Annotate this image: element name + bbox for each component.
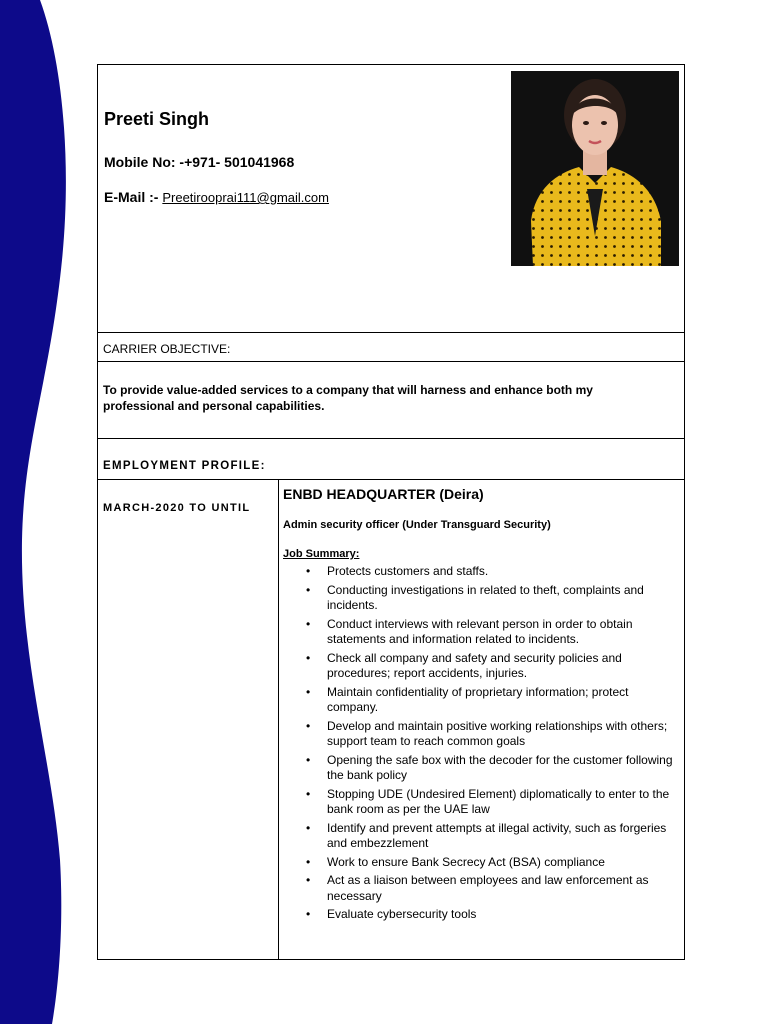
- bullet-icon: •: [306, 564, 311, 578]
- bullet-icon: •: [306, 718, 311, 733]
- bullet-icon: •: [306, 752, 311, 767]
- duty-text: Stopping UDE (Undesired Element) diplomatically to enter to the bank room as per the UAE law: [327, 786, 670, 816]
- bullet-icon: •: [306, 820, 311, 835]
- duty-text: Protects customers and staffs.: [327, 564, 489, 578]
- bullet-icon: •: [306, 650, 311, 665]
- email-row: [104, 189, 329, 205]
- bullet-icon: •: [306, 684, 311, 699]
- list-item: [283, 564, 678, 580]
- header-section: [98, 65, 684, 333]
- employment-heading: EMPLOYMENT PROFILE:: [103, 460, 266, 472]
- job-role: Admin security officer (Under Transguard Security): [283, 519, 551, 531]
- employment-period-cell: [98, 480, 279, 959]
- wave-shape: [0, 0, 66, 1024]
- job-summary-label: Job Summary:: [283, 548, 360, 560]
- email-link[interactable]: Preetirooprai111@gmail.com: [162, 190, 329, 205]
- bullet-icon: •: [306, 786, 311, 801]
- duty-text: Act as a liaison between employees and law enforcement as necessary: [327, 873, 649, 903]
- objective-body-row: [98, 362, 684, 439]
- duty-text: Opening the safe box with the decoder for the customer following the bank policy: [327, 752, 673, 782]
- decorative-wave: [0, 0, 90, 1024]
- candidate-name: Preeti Singh: [104, 109, 210, 129]
- duty-text: Develop and maintain positive working relationships with others; support team to reach common goals: [327, 718, 668, 748]
- objective-heading-row: [98, 333, 684, 362]
- list-item: [283, 583, 678, 614]
- duty-text: Work to ensure Bank Secrecy Act (BSA) compliance: [327, 854, 605, 869]
- email-label: E-Mail :-: [104, 189, 159, 205]
- bullet-icon: •: [306, 907, 311, 921]
- duty-text: Maintain confidentiality of proprietary information; protect company.: [327, 684, 629, 714]
- mobile-number: Mobile No: -+971- 501041968: [104, 154, 295, 170]
- list-item: [283, 651, 678, 682]
- bullet-icon: •: [306, 582, 311, 597]
- bullet-icon: •: [306, 616, 311, 631]
- duties-list: [283, 564, 678, 926]
- bullet-icon: •: [306, 854, 311, 869]
- duty-text: Conducting investigations in related to theft, complaints and incidents.: [327, 582, 644, 612]
- employment-body-row: [98, 480, 684, 959]
- list-item: [283, 873, 678, 904]
- duty-text: Identify and prevent attempts at illegal activity, such as forgeries and embezzlement: [327, 820, 667, 850]
- employment-heading-row: [98, 439, 684, 480]
- list-item: [283, 907, 678, 923]
- duty-text: Conduct interviews with relevant person in order to obtain statements and information related to incidents.: [327, 616, 633, 646]
- list-item: [283, 753, 678, 784]
- list-item: [283, 855, 678, 871]
- employment-period: MARCH-2020 TO UNTIL: [103, 502, 251, 514]
- list-item: [283, 821, 678, 852]
- profile-photo: [511, 71, 679, 266]
- objective-text: To provide value-added services to a company that will harness and enhance both my professional and personal capabilities.: [103, 383, 593, 413]
- list-item: [283, 685, 678, 716]
- list-item: [283, 719, 678, 750]
- profile-photo-art: [511, 71, 679, 266]
- duty-text: Evaluate cybersecurity tools: [327, 907, 477, 921]
- bullet-icon: •: [306, 873, 311, 887]
- company-name: ENBD HEADQUARTER (Deira): [283, 486, 484, 502]
- duty-text: Check all company and safety and security policies and procedures; report accidents, injuries.: [327, 650, 622, 680]
- resume-sheet: [97, 64, 685, 960]
- list-item: [283, 617, 678, 648]
- list-item: [283, 787, 678, 818]
- objective-heading: CARRIER OBJECTIVE:: [103, 342, 231, 356]
